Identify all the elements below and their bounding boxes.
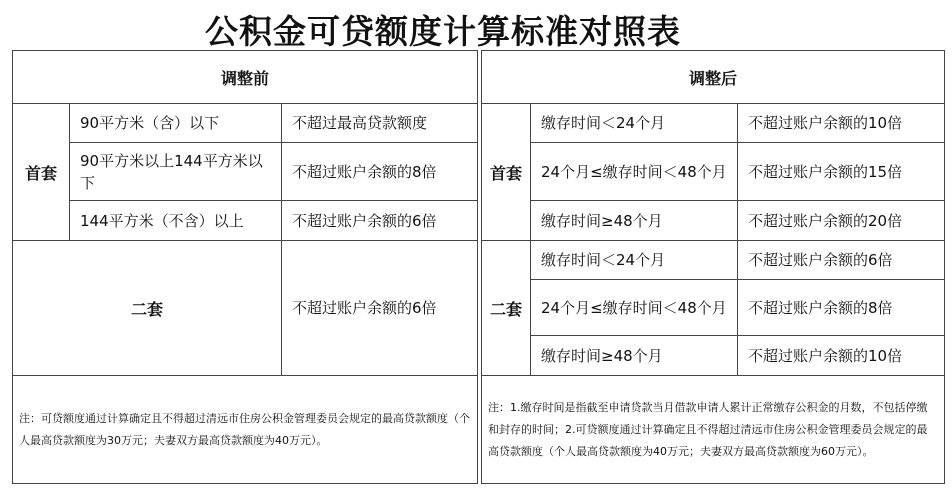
page-title: 公积金可贷额度计算标准对照表 <box>205 12 681 51</box>
limit-cell: 不超过账户余额的15倍 <box>738 143 945 201</box>
after-header: 调整后 <box>482 51 945 104</box>
deposit-time-cell: 缴存时间≥48个月 <box>531 201 738 241</box>
limit-cell: 不超过账户余额的8倍 <box>738 280 945 336</box>
deposit-time-cell: 缴存时间≥48个月 <box>531 336 738 376</box>
area-cell: 90平方米以上144平方米以下 <box>70 143 282 201</box>
limit-cell: 不超过最高贷款额度 <box>282 104 478 143</box>
second-home-label: 二套 <box>482 241 531 376</box>
deposit-time-cell: 24个月≤缴存时间＜48个月 <box>531 280 738 336</box>
deposit-time-cell: 缴存时间＜24个月 <box>531 241 738 280</box>
before-header: 调整前 <box>13 51 478 104</box>
limit-cell: 不超过账户余额的20倍 <box>738 201 945 241</box>
after-note: 注：1.缴存时间是指截至申请贷款当月借款申请人累计正常缴存公积金的月数，不包括停缴和封存的时间；2.可贷额度通过计算确定且不得超过清远市住房公积金管理委员会规定的最高贷款额度（个人最高贷款额度为40万元；夫妻双方最高贷款额度为60万元）。 <box>482 376 945 484</box>
after-adjustment-table <box>481 50 945 484</box>
first-home-label: 首套 <box>13 104 70 241</box>
limit-cell: 不超过账户余额的10倍 <box>738 104 945 143</box>
deposit-time-cell: 24个月≤缴存时间＜48个月 <box>531 143 738 201</box>
before-adjustment-table <box>12 50 478 484</box>
limit-cell: 不超过账户余额的8倍 <box>282 143 478 201</box>
area-cell: 90平方米（含）以下 <box>70 104 282 143</box>
before-note: 注：可贷额度通过计算确定且不得超过清远市住房公积金管理委员会规定的最高贷款额度（个人最高贷款额度为30万元；夫妻双方最高贷款额度为40万元）。 <box>13 376 478 484</box>
limit-cell: 不超过账户余额的10倍 <box>738 336 945 376</box>
second-home-label: 二套 <box>13 241 282 376</box>
limit-cell: 不超过账户余额的6倍 <box>282 201 478 241</box>
deposit-time-cell: 缴存时间＜24个月 <box>531 104 738 143</box>
limit-cell: 不超过账户余额的6倍 <box>738 241 945 280</box>
limit-cell: 不超过账户余额的6倍 <box>282 241 478 376</box>
area-cell: 144平方米（不含）以上 <box>70 201 282 241</box>
first-home-label: 首套 <box>482 104 531 241</box>
